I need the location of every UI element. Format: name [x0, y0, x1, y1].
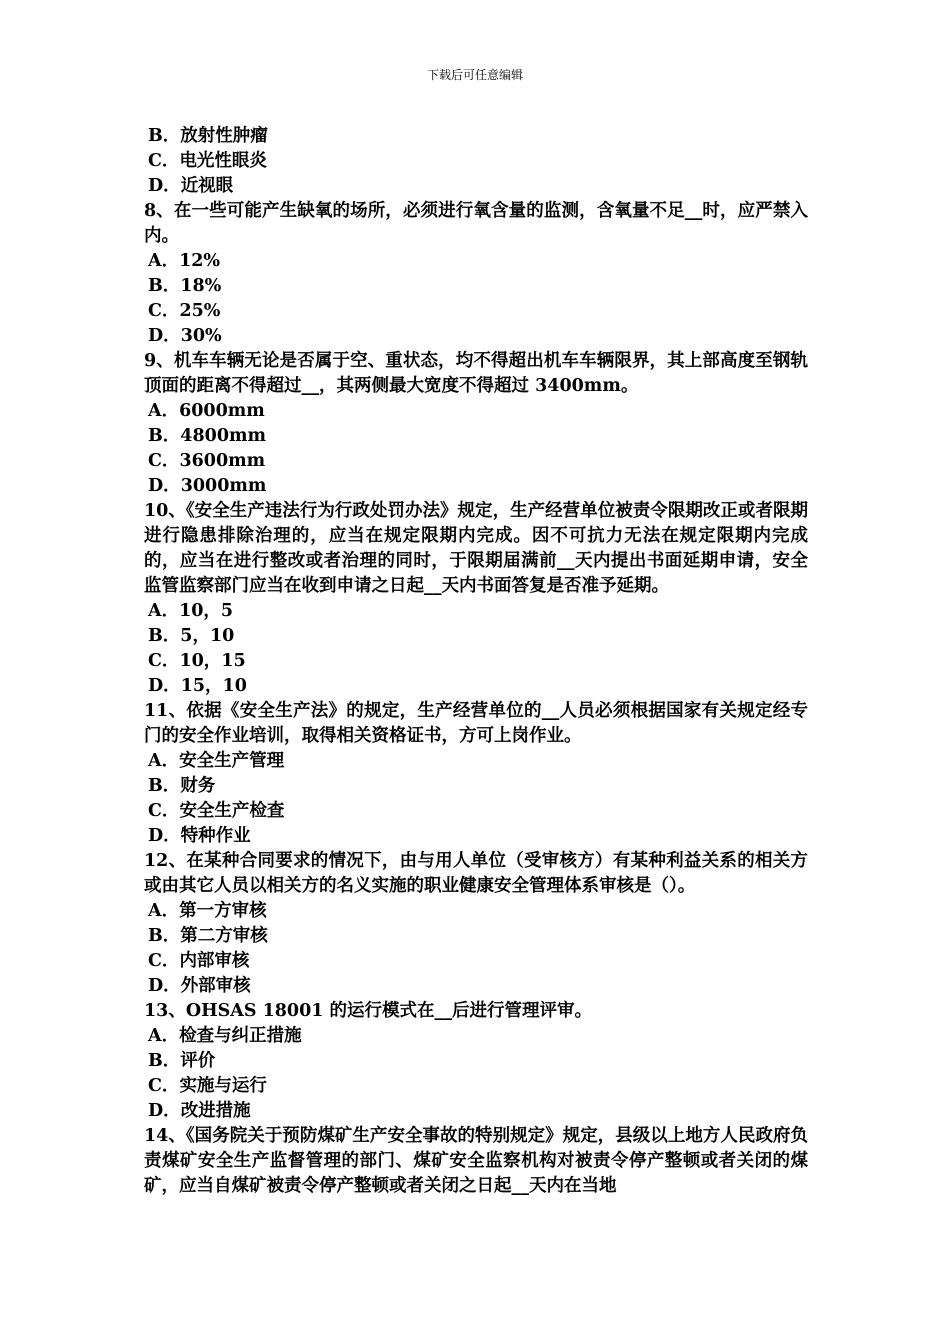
option-b [144, 274, 808, 299]
question-stem: 13、OHSAS 18001 的运行模式在__后进行管理评审。 [144, 1001, 593, 1021]
question-11 [144, 699, 808, 849]
option-letter: C． [148, 1076, 180, 1096]
option-text: 外部审核 [180, 976, 251, 996]
question-stem: 10、《安全生产违法行为行政处罚办法》规定，生产经营单位被责令限期改正或者限期进行隐患排除治理的，应当在规定限期内完成。因不可抗力无法在规定限期内完成的，应当在进行整改或者治理的同时，于限期届满前__天内提出书面延期申请，安全监管监察部门应当在收到申请之日起__天内书面答复是否准予延期。 [144, 501, 808, 596]
question-stem: 9、机车车辆无论是否属于空、重状态，均不得超出机车车辆限界，其上部高度至钢轨顶面的距离不得超过__，其两侧最大宽度不得超过 3400mm。 [144, 351, 808, 396]
question-stem: 8、在一些可能产生缺氧的场所，必须进行氧含量的监测，含氧量不足__时，应严禁入内。 [144, 201, 808, 246]
option-text: 10，15 [179, 651, 246, 671]
option-a [144, 749, 808, 774]
option-d [144, 674, 808, 699]
option-text: 3600mm [179, 451, 266, 471]
option-text: 30% [180, 326, 222, 346]
option-letter: B． [148, 926, 181, 946]
option-text: 安全生产检查 [179, 801, 285, 821]
option-d [144, 1099, 808, 1124]
option-text: 特种作业 [180, 826, 251, 846]
option-d [144, 974, 808, 999]
question-stem: 14、《国务院关于预防煤矿生产安全事故的特别规定》规定，县级以上地方人民政府负责煤矿安全生产监督管理的部门、煤矿安全监察机构对被责令停产整顿或者关闭的煤矿，应当自煤矿被责令停产整顿或者关闭之日起__天内在当地 [144, 1126, 808, 1196]
option-c [144, 149, 808, 174]
option-letter: D． [148, 676, 181, 696]
option-c [144, 299, 808, 324]
page-header: 下载后可任意编辑 [426, 68, 523, 82]
option-c [144, 799, 808, 824]
option-a [144, 899, 808, 924]
option-b [144, 1049, 808, 1074]
option-a [144, 399, 808, 424]
option-d [144, 324, 808, 349]
question-12 [144, 849, 808, 999]
question-9 [144, 349, 808, 499]
option-letter: C． [148, 451, 180, 471]
option-letter: B． [148, 126, 181, 146]
option-letter: A． [148, 601, 180, 621]
option-text: 检查与纠正措施 [179, 1026, 302, 1046]
option-text: 25% [179, 301, 221, 321]
option-letter: D． [148, 176, 181, 196]
option-a [144, 599, 808, 624]
option-text: 4800mm [180, 426, 267, 446]
option-b [144, 424, 808, 449]
option-b [144, 924, 808, 949]
question-7-options [144, 124, 808, 199]
option-letter: D． [148, 326, 181, 346]
option-text: 第一方审核 [179, 901, 267, 921]
option-text: 5，10 [180, 626, 235, 646]
option-d [144, 474, 808, 499]
option-letter: C． [148, 301, 180, 321]
question-10 [144, 499, 808, 699]
option-d [144, 824, 808, 849]
option-c [144, 1074, 808, 1099]
option-text: 15，10 [180, 676, 247, 696]
option-text: 18% [180, 276, 222, 296]
option-b [144, 774, 808, 799]
question-13 [144, 999, 808, 1124]
option-letter: B． [148, 276, 181, 296]
option-a [144, 1024, 808, 1049]
option-text: 近视眼 [180, 176, 234, 196]
option-text: 内部审核 [179, 951, 250, 971]
option-letter: D． [148, 826, 181, 846]
option-text: 安全生产管理 [179, 751, 285, 771]
option-text: 12% [179, 251, 221, 271]
option-c [144, 449, 808, 474]
option-c [144, 649, 808, 674]
option-letter: B． [148, 1051, 181, 1071]
option-letter: A． [148, 1026, 180, 1046]
option-a [144, 249, 808, 274]
option-b [144, 124, 808, 149]
option-letter: A． [148, 751, 180, 771]
option-d [144, 174, 808, 199]
option-text: 改进措施 [180, 1101, 251, 1121]
option-text: 10，5 [179, 601, 234, 621]
option-letter: B． [148, 426, 181, 446]
option-letter: D． [148, 1101, 181, 1121]
option-letter: A． [148, 901, 180, 921]
option-text: 第二方审核 [180, 926, 268, 946]
option-b [144, 624, 808, 649]
option-letter: A． [148, 401, 180, 421]
option-letter: D． [148, 976, 181, 996]
option-letter: C． [148, 151, 180, 171]
option-text: 电光性眼炎 [179, 151, 267, 171]
option-c [144, 949, 808, 974]
question-stem: 11、依据《安全生产法》的规定，生产经营单位的__人员必须根据国家有关规定经专门的安全作业培训，取得相关资格证书，方可上岗作业。 [144, 701, 808, 746]
document-body [144, 124, 808, 1199]
option-text: 放射性肿瘤 [180, 126, 268, 146]
question-stem: 12、在某种合同要求的情况下，由与用人单位（受审核方）有某种利益关系的相关方或由其它人员以相关方的名义实施的职业健康安全管理体系审核是（）。 [144, 851, 808, 896]
question-8 [144, 199, 808, 349]
option-letter: C． [148, 801, 180, 821]
option-letter: B． [148, 776, 181, 796]
option-letter: A． [148, 251, 180, 271]
option-text: 3000mm [180, 476, 267, 496]
option-text: 财务 [180, 776, 216, 796]
option-letter: C． [148, 651, 180, 671]
question-14 [144, 1124, 808, 1199]
option-text: 评价 [180, 1051, 216, 1071]
option-letter: C． [148, 951, 180, 971]
option-letter: D． [148, 476, 181, 496]
option-letter: B． [148, 626, 181, 646]
option-text: 实施与运行 [179, 1076, 267, 1096]
option-text: 6000mm [179, 401, 265, 421]
